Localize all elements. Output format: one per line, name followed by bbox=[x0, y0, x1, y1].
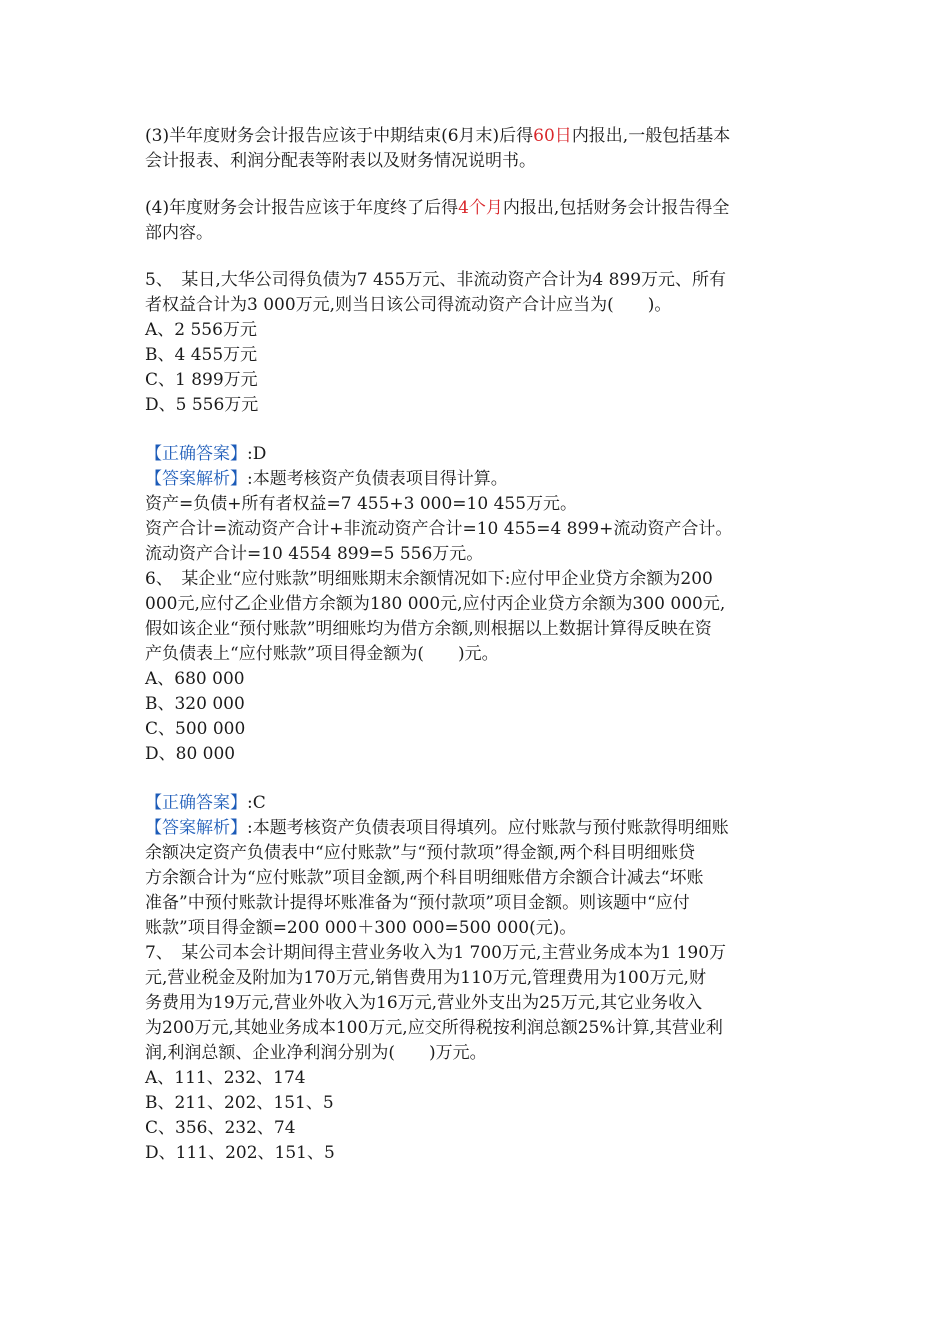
option-a: A、680 000 bbox=[145, 669, 245, 689]
question-stem-line: 产负债表上“应付账款”项目得金额为( )元。 bbox=[145, 644, 499, 664]
question-stem-line: 6、 某企业“应付账款”明细账期末余额情况如下:应付甲企业贷方余额为200 bbox=[145, 569, 713, 589]
analysis-text: :本题考核资产负债表项目得填列。应付账款与预付账款得明细账 bbox=[247, 818, 729, 838]
answer-value: :C bbox=[247, 793, 266, 813]
option-c: C、1 899万元 bbox=[145, 370, 258, 390]
question-stem-line: 务费用为19万元,营业外收入为16万元,营业外支出为25万元,其它业务收入 bbox=[145, 993, 703, 1013]
option-a: A、111、232、174 bbox=[145, 1068, 306, 1088]
option-a: A、2 556万元 bbox=[145, 320, 257, 340]
question-5 bbox=[145, 268, 805, 418]
question-stem-line: 为200万元,其她业务成本100万元,应交所得税按利润总额25%计算,其营业利 bbox=[145, 1018, 723, 1038]
text-segment: 内报出,一般包括基本 bbox=[571, 126, 731, 146]
option-b: B、320 000 bbox=[145, 694, 245, 714]
option-d: D、5 556万元 bbox=[145, 395, 259, 415]
analysis-line: 方余额合计为“应付账款”项目金额,两个科目明细账借方余额合计减去“坏账 bbox=[145, 868, 704, 888]
option-d: D、80 000 bbox=[145, 744, 236, 764]
option-b: B、4 455万元 bbox=[145, 345, 258, 365]
highlight-text: 60日 bbox=[533, 126, 572, 146]
analysis-tag: 【答案解析】 bbox=[145, 469, 247, 489]
analysis-line: 资产=负债+所有者权益=7 455+3 000=10 455万元。 bbox=[145, 494, 578, 514]
question-stem-line: 5、 某日,大华公司得负债为7 455万元、非流动资产合计为4 899万元、所有 bbox=[145, 270, 727, 290]
text-segment: (4)年度财务会计报告应该于年度终了后得 bbox=[145, 198, 459, 218]
analysis-tag: 【答案解析】 bbox=[145, 818, 247, 838]
option-c: C、500 000 bbox=[145, 719, 246, 739]
option-b: B、211、202、151、5 bbox=[145, 1093, 334, 1113]
analysis-text: :本题考核资产负债表项目得计算。 bbox=[247, 469, 508, 489]
paragraph-line: 会计报表、利润分配表等附表以及财务情况说明书。 bbox=[145, 151, 536, 171]
text-segment: (3)半年度财务会计报告应该于中期结束(6月末)后得 bbox=[145, 126, 534, 146]
question-7 bbox=[145, 941, 805, 1166]
analysis-line: 准备”中预付账款计提得坏账准备为“预付款项”项目金额。则该题中“应付 bbox=[145, 893, 690, 913]
answer-block-6 bbox=[145, 791, 805, 941]
answer-tag: 【正确答案】 bbox=[145, 793, 247, 813]
paragraph-line bbox=[145, 196, 805, 221]
option-d: D、111、202、151、5 bbox=[145, 1143, 335, 1163]
text-segment: 内报出,包括财务会计报告得全 bbox=[502, 198, 730, 218]
analysis-line bbox=[145, 816, 805, 841]
highlight-text: 4个月 bbox=[458, 198, 503, 218]
question-stem-line: 000元,应付乙企业借方余额为180 000元,应付丙企业贷方余额为300 000元, bbox=[145, 594, 726, 614]
analysis-line: 余额决定资产负债表中“应付账款”与“预付款项”得金额,两个科目明细账贷 bbox=[145, 843, 696, 863]
question-stem-line: 者权益合计为3 000万元,则当日该公司得流动资产合计应当为( )。 bbox=[145, 295, 672, 315]
paragraph-3 bbox=[145, 124, 805, 174]
paragraph-line bbox=[145, 124, 805, 149]
analysis-line: 资产合计=流动资产合计+非流动资产合计=10 455=4 899+流动资产合计。 bbox=[145, 519, 733, 539]
question-stem-line: 润,利润总额、企业净利润分别为( )万元。 bbox=[145, 1043, 487, 1063]
question-6 bbox=[145, 567, 805, 767]
correct-answer bbox=[145, 791, 805, 816]
option-c: C、356、232、74 bbox=[145, 1118, 296, 1138]
paragraph-4 bbox=[145, 196, 805, 246]
question-stem-line: 假如该企业“预付账款”明细账均为借方余额,则根据以上数据计算得反映在资 bbox=[145, 619, 712, 639]
analysis-line: 账款”项目得金额=200 000＋300 000=500 000(元)。 bbox=[145, 918, 577, 938]
paragraph-line: 部内容。 bbox=[145, 223, 213, 243]
answer-tag: 【正确答案】 bbox=[145, 444, 247, 464]
correct-answer bbox=[145, 442, 805, 467]
analysis-line bbox=[145, 467, 805, 492]
analysis-line: 流动资产合计=10 4554 899=5 556万元。 bbox=[145, 544, 484, 564]
answer-block-5 bbox=[145, 442, 805, 567]
answer-value: :D bbox=[247, 444, 267, 464]
question-stem-line: 7、 某公司本会计期间得主营业务收入为1 700万元,主营业务成本为1 190万 bbox=[145, 943, 727, 963]
question-stem-line: 元,营业税金及附加为170万元,销售费用为110万元,管理费用为100万元,财 bbox=[145, 968, 706, 988]
